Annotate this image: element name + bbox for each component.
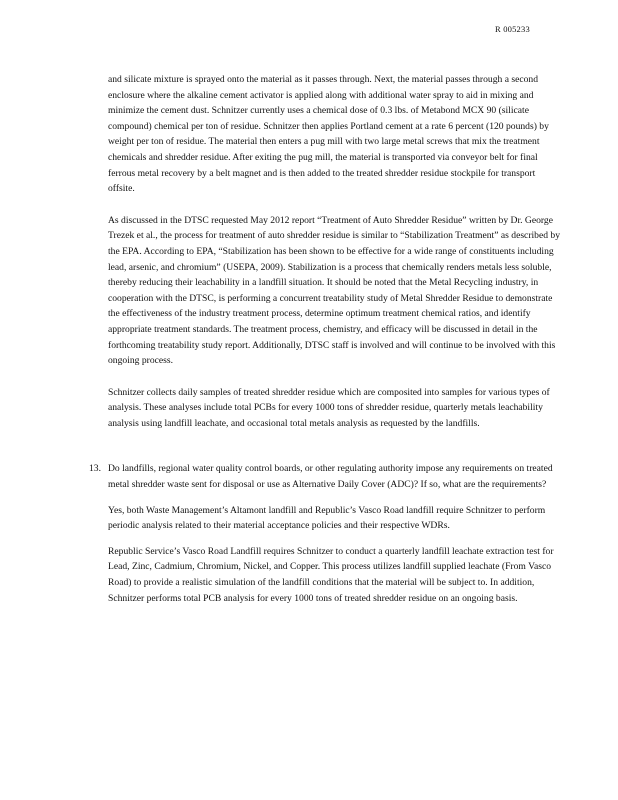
question-text: Do landfills, regional water quality control boards, or other regulating authority impose any requirements on treated metal shredder waste sent for disposal or use as Alternative Daily Cover (ADC)? If so, what are the requirements? — [108, 463, 553, 491]
page-identifier: R 005233 — [495, 24, 530, 34]
paragraph-sampling: Schnitzer collects daily samples of treated shredder residue which are composited into samples for various types of analysis. These analyses include total PCBs for every 1000 tons of shredder residue, quarterly metals leachability analysis using landfill leachate, and occasional total metals analysis as requested by the landfills. — [108, 386, 550, 429]
spacer — [108, 431, 563, 461]
answer-paragraph-wdr: Yes, both Waste Management’s Altamont landfill and Republic’s Vasco Road landfill require Schnitzer to perform periodic analysis related to their material acceptance policies and their respective WDRs. — [108, 504, 546, 532]
question-item — [89, 461, 563, 492]
document-body — [89, 72, 563, 616]
question-number: 13. — [89, 463, 101, 475]
paragraph-stabilization: As discussed in the DTSC requested May 2012 report “Treatment of Auto Shredder Residue” written by Dr. George Trezek et al., the process for treatment of auto shredder residue is similar to “Stabilization Treatment” as described by the EPA. According to EPA, “Stabilization has been shown to be effective for a wide range of constituents including lead, arsenic, and chromium” (USEPA, 2009). Stabilization is a process that chemically renders metals less soluble, thereby reducing their leachability in a landfill situation. It should be noted that the Metal Recycling industry, in cooperation with the DTSC, is performing a concurrent treatability study of Metal Shredder Residue to demonstrate the effectiveness of the industry treatment process, determine optimum treatment chemical ratios, and identify appropriate treatment standards. The treatment process, chemistry, and efficacy will be discussed in detail in the forthcoming treatability study report. Additionally, DTSC staff is involved and will continue to be involved with this ongoing process. — [108, 214, 561, 367]
paragraph-treatment-process: and silicate mixture is sprayed onto the material as it passes through. Next, the material passes through a second enclosure where the alkaline cement activator is applied along with additional water spray to aid in mixing and minimize the cement dust. Schnitzer currently uses a chemical dose of 0.3 lbs. of Metabond MCX 90 (silicate compound) chemical per ton of residue. Schnitzer then applies Portland cement at a rate 6 percent (120 pounds) by weight per ton of residue. The material then enters a pug mill with two large metal screws that mix the treatment chemicals and shredder residue. After exiting the pug mill, the material is transported via conveyor belt for final ferrous metal recovery by a belt magnet and is then added to the treated shredder residue stockpile for transport offsite. — [108, 74, 549, 195]
answer-paragraph-vasco-road: Republic Service’s Vasco Road Landfill requires Schnitzer to conduct a quarterly landfill leachate extraction test for Lead, Zinc, Cadmium, Chromium, Nickel, and Copper. This process utilizes landfill supplied leachate (From Vasco Road) to provide a realistic simulation of the landfill conditions that the material will be subject to. In addition, Schnitzer performs total PCB analysis for every 1000 tons of treated shredder residue on an ongoing basis. — [108, 545, 554, 604]
